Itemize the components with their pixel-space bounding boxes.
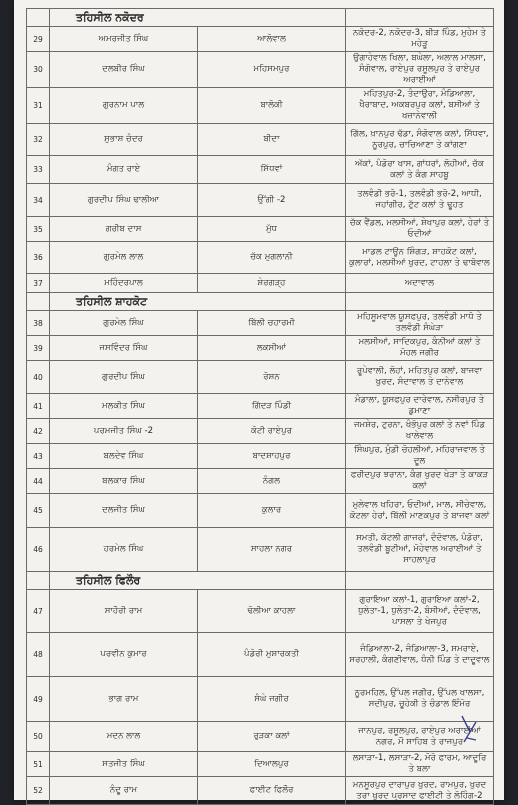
village-cell: ਢੋਲੀਆ ਕਾਹਲਾ <box>198 590 346 633</box>
serial-number-cell: 32 <box>27 124 50 156</box>
section-header-blank-cell <box>27 293 50 311</box>
serial-number-cell: 41 <box>27 394 50 419</box>
serial-number-cell: 46 <box>27 528 50 572</box>
village-cell: ਬਾਲੋਕੀ <box>198 88 346 124</box>
assigned-area-cell: ਮਨਸੂਰਪੁਰ ਦਾਰਾਪੁਰ ਖੁਰਦ, ਰਾਮਪੁਰ, ਖੁਰਦ ਤਰਾ ਖੁਰਦ ਪ੍ਰਸਾਦ ਫਾਈਟੀ ਤੇ ਲੋਹਿੰਗ-2 <box>346 777 494 805</box>
assigned-area-cell: ਲਸਾੜਾ-1, ਲਸਾੜਾ-2, ਮੋਰੋ ਫਾਰਮ, ਆਦੂਰਿ ਤੇ ਬਲਾ <box>346 752 494 777</box>
table-row <box>27 752 494 777</box>
officer-name-cell: ਅਮਰਜੀਤ ਸਿੰਘ <box>50 27 198 52</box>
serial-number-cell: 30 <box>27 52 50 88</box>
assigned-area-cell: ਮੰਡਾਲਾ, ਯੂਸਫਪੁਰ ਦਾਰੇਵਾਲ, ਨਸੀਰਪੁਰ ਤੇ ਡੁਮਾਣਾ <box>346 394 494 419</box>
officer-name-cell: ਗੁਰਨਾਮ ਪਾਲ <box>50 88 198 124</box>
assigned-area-cell: ਉਗਾਹੇਵਾਲ ਖਿਲਾ, ਬਘੇਲਾ, ਅਲਾਲ ਮਾਲਸਾ, ਸੰਗੋਵਾਲ, ਰਾਏਪੁਰ ਰਸੂਲਪੁਰ ਤੇ ਰਾਏਪੁਰ ਅਰਾਈਆਂ <box>346 52 494 88</box>
serial-number-cell: 39 <box>27 336 50 361</box>
village-cell: ਕੋਟੀ ਰਾਏਪੁਰ <box>198 419 346 444</box>
officer-name-cell: ਦਲਜੀਤ ਸਿੰਘ <box>50 494 198 528</box>
assigned-area-cell: ਜੰਡਿਆਲਾ-2, ਜੰਡਿਆਲਾ-3, ਸਮਰਾਏ, ਸਰਹਾਲੀ, ਕੰਗਣੀਵਾਲ, ਧੰਨੀ ਪਿੰਡ ਤੇ ਦਾਦੂਵਾਲ <box>346 633 494 677</box>
table-row <box>27 274 494 293</box>
assigned-area-cell: ਅਦਾਵਾਲ <box>346 274 494 293</box>
section-header-blank-cell <box>346 9 494 27</box>
serial-number-cell: 51 <box>27 752 50 777</box>
table-row <box>27 444 494 469</box>
village-cell: ਗਿੱਦੜ ਪਿੰਡੀ <box>198 394 346 419</box>
table-row <box>27 52 494 88</box>
officer-name-cell: ਬਲਦੇਵ ਸਿੰਘ <box>50 444 198 469</box>
serial-number-cell: 33 <box>27 156 50 184</box>
officer-name-cell: ਗਰੀਬ ਦਾਸ <box>50 217 198 242</box>
table-row <box>27 361 494 394</box>
village-cell: ਸੰਘੇ ਜਗੀਰ <box>198 677 346 722</box>
assigned-area-cell: ਗਿੱਲ, ਖ਼ਾਨਪੁਰ ਢੱਡਾ, ਸੰਗੋਵਾਲ ਕਲਾਂ, ਸਿੱਧਵਾ, ਨੂਰਪੁਰ, ਚਾਚਿਆਣਾ ਤੇ ਕਾਂਗਣਾ <box>346 124 494 156</box>
signature-mark <box>458 712 480 746</box>
table-row <box>27 156 494 184</box>
village-cell: ਸ਼ੇਰਗੜ੍ਹ <box>198 274 346 293</box>
serial-number-cell: 34 <box>27 184 50 217</box>
section-header-row <box>27 572 494 590</box>
officer-name-cell: ਪਰਵੀਨ ਕੁਮਾਰ <box>50 633 198 677</box>
serial-number-cell: 38 <box>27 311 50 336</box>
table-row <box>27 494 494 528</box>
section-header-blank-cell <box>346 293 494 311</box>
assigned-area-cell: ਨਕੋਦਰ-2, ਨਕੋਦਰ-3, ਬੀੜ ਪਿੰਡ, ਮੁਹੇਮ ਤੇ ਮਹੇੜੂ <box>346 27 494 52</box>
table-row <box>27 722 494 752</box>
village-cell: ਦਿਆਲਪੁਰ <box>198 752 346 777</box>
officer-name-cell: ਸੁਭਾਸ਼ ਚੰਦਰ <box>50 124 198 156</box>
section-title: ਤਹਿਸੀਲ ਨਕੋਦਰ <box>50 9 346 27</box>
assigned-area-cell: ਨੂਰਮਹਿਲ, ਉੱਪਲ ਜਗੀਰ, ਉੱਪਲ ਖਾਲਸਾ, ਸਦੀਪੁਰ, ਚੂਹੇਕੀ ਤੇ ਚੰਡਾਲ ਇੰਮੋਰ <box>346 677 494 722</box>
officer-name-cell: ਗੁਰਮੇਲ ਸਿੰਘ <box>50 311 198 336</box>
assigned-area-cell: ਤਲਵੰਡੀ ਭਰੋ-1, ਤਲਵੰਡੀ ਭਰੋ-2, ਆਧੀ, ਜਹਾਂਗੀਰ, ਟੁੱਟ ਕਲਾਂ ਤੇ ਢੂਹਤ <box>346 184 494 217</box>
officer-name-cell: ਸਾਹੌਰੀ ਰਾਮ <box>50 590 198 633</box>
officer-name-cell: ਗੁਰਦੀਪ ਸਿੰਘ <box>50 361 198 394</box>
section-title: ਤਹਿਸੀਲ ਸ਼ਾਹਕੋਟ <box>50 293 346 311</box>
officer-name-cell: ਬਲਕਾਰ ਸਿੰਘ <box>50 469 198 494</box>
table-row <box>27 242 494 274</box>
village-cell: ਸਾਹਲਾ ਨਗਰ <box>198 528 346 572</box>
section-header-blank-cell <box>27 9 50 27</box>
officer-name-cell: ਸਤਜੀਤ ਸਿੰਘ <box>50 752 198 777</box>
table-row <box>27 528 494 572</box>
assigned-area-cell: ਗੁਰਾਇਆ ਕਲਾਂ-1, ਗੁਰਾਇਆ ਕਲਾਂ-2, ਧੁਲੇਤਾ-1, ਧੁਲੇਤਾ-2, ਬੰਸੀਆਂ, ਦੰਦੋਵਾਲ, ਪਾਸਲਾ ਤੇ ਖੇਜਪੁਰ <box>346 590 494 633</box>
serial-number-cell: 50 <box>27 722 50 752</box>
table-row <box>27 88 494 124</box>
table-row <box>27 217 494 242</box>
village-cell: ਫਾਈਟ ਫਿਲੌਰ <box>198 777 346 805</box>
serial-number-cell: 47 <box>27 590 50 633</box>
section-header-row <box>27 293 494 311</box>
serial-number-cell: 43 <box>27 444 50 469</box>
village-cell: ਨੰਗਲ <box>198 469 346 494</box>
serial-number-cell: 29 <box>27 27 50 52</box>
assigned-area-cell: ਅੱਕਾਂ, ਪੰਡੋਰਾ ਖਾਸ, ਗਾਂਧਰਾਂ, ਲੋਹੀਆਂ, ਚੱਕ ਕਲਾਂ ਤੇ ਕੰਗ ਸਾਹਬੂ <box>346 156 494 184</box>
section-title: ਤਹਿਸੀਲ ਫਿਲੌਰ <box>50 572 346 590</box>
serial-number-cell: 52 <box>27 777 50 805</box>
section-header-row <box>27 9 494 27</box>
serial-number-cell: 31 <box>27 88 50 124</box>
serial-number-cell: 36 <box>27 242 50 274</box>
officer-name-cell: ਗੁਰਦੀਪ ਸਿੰਘ ਢਾਲੀਆ <box>50 184 198 217</box>
section-header-blank-cell <box>27 572 50 590</box>
assigned-area-cell: ਜਾਨਪੁਰ, ਰਸੂਲਪੁਰ, ਰਾਏਪੁਰ ਅਰਾਈਆਂ ਨਗਰ, ਮੌ ਸਾਹਿਬ ਤੇ ਰਾਜਪੁਰ <box>346 722 494 752</box>
assigned-area-cell: ਚੱਕ ਵੈਂਡਲ, ਮਲਸੀਆਂ, ਸ਼ੇਖਾਪੁਰ ਕਲਾਂ, ਹੇਰਾਂ ਤੇ ਓਦੀਆਂ <box>346 217 494 242</box>
village-cell: ਮੁੱਧ <box>198 217 346 242</box>
assigned-area-cell: ਜਮਸ਼ੇਰ, ਟੁਰਨਾ, ਖੰਭੋਪੁਰ ਕਲਾਂ ਤੇ ਨਵਾਂ ਪਿੰਡ ਖਾਲੇਵਾਲ <box>346 419 494 444</box>
document-page <box>14 0 504 800</box>
assigned-area-cell: ਮਹਿਸੂਮਵਾਲ ਯੂਸਫਪੁਰ, ਤਲਵੰਡੀ ਮਾਧੋ ਤੇ ਤਲਵੰਡੀ ਸੰਘੇੜਾ <box>346 311 494 336</box>
officer-name-cell: ਮਹਿੰਦਰਪਾਲ <box>50 274 198 293</box>
village-cell: ਕੁਲਾਰ <box>198 494 346 528</box>
serial-number-cell: 44 <box>27 469 50 494</box>
officer-name-cell: ਮਲਕੀਤ ਸਿੰਘ <box>50 394 198 419</box>
table-body <box>27 9 494 805</box>
village-cell: ਉੱਗੀ -2 <box>198 184 346 217</box>
village-cell: ਰੋਸ਼ਨ <box>198 361 346 394</box>
serial-number-cell: 45 <box>27 494 50 528</box>
village-cell: ਬੀਦਾ <box>198 124 346 156</box>
table-row <box>27 336 494 361</box>
table-row <box>27 590 494 633</box>
officer-name-cell: ਭਾਗ ਰਾਮ <box>50 677 198 722</box>
assigned-area-cell: ਸਮਤੀ, ਕੋਟਲੀ ਗਾਜਰਾਂ, ਦੰਦੋਵਾਲ, ਪੰਡੋਰਾ, ਤਲਵੰਡੀ ਬੂਟੀਆਂ, ਮੋਹੇਵਾਲ ਅਰਾਈਆਂ ਤੇ ਸਾਹਲਾਪੁਰ <box>346 528 494 572</box>
table-row <box>27 419 494 444</box>
table-row <box>27 633 494 677</box>
officer-name-cell: ਗੁਰਮੇਲ ਲਾਲ <box>50 242 198 274</box>
serial-number-cell: 40 <box>27 361 50 394</box>
village-cell: ਚੱਕ ਮੁਗਲਾਨੀ <box>198 242 346 274</box>
village-cell: ਲਕਸੀਆਂ <box>198 336 346 361</box>
officer-name-cell: ਹਰਮੇਲ ਸਿੰਘ <box>50 528 198 572</box>
village-cell: ਸਿੱਧਵਾਂ <box>198 156 346 184</box>
assigned-area-cell: ਸਿੰਘਪੁਰ, ਮੁੰਡੀ ਚੋਹਲੀਆਂ, ਮਹਿਰਾਜਵਾਲ ਤੇ ਦੂਲ <box>346 444 494 469</box>
village-cell: ਰੁੜਕਾ ਕਲਾਂ <box>198 722 346 752</box>
table-row <box>27 677 494 722</box>
village-cell: ਮਹਿਸਮਪੁਰ <box>198 52 346 88</box>
officer-name-cell: ਨੰਦੂ ਰਾਮ <box>50 777 198 805</box>
officer-name-cell: ਮੰਗਤ ਰਾਏ <box>50 156 198 184</box>
table-row <box>27 469 494 494</box>
serial-number-cell: 49 <box>27 677 50 722</box>
allocation-table <box>26 8 494 805</box>
assigned-area-cell: ਮਹਿਤਪੁਰ-2, ਤੰਦਾਉਰਾ, ਮੰਡਿਆਲਾ, ਖੈਰਾਬਾਦ, ਅਕਬਰਪੁਰ ਕਲਾਂ, ਬਸੀਆਂ ਤੇ ਖਜ਼ਾਨੇਵਾਲੀ <box>346 88 494 124</box>
village-cell: ਬਿੱਲੀ ਚਹਾਰਮੀ <box>198 311 346 336</box>
officer-name-cell: ਦਲਬੀਰ ਸਿੰਘ <box>50 52 198 88</box>
serial-number-cell: 42 <box>27 419 50 444</box>
table-row <box>27 777 494 805</box>
serial-number-cell: 37 <box>27 274 50 293</box>
assigned-area-cell: ਮਲਸੀਆਂ, ਸਾਦਿਕਪੁਰ, ਕੰਨੀਆਂ ਕਲਾਂ ਤੇ ਮੋਹਲ ਜਗੀਰ <box>346 336 494 361</box>
table-row <box>27 311 494 336</box>
officer-name-cell: ਜਸਵਿੰਦਰ ਸਿੰਘ <box>50 336 198 361</box>
assigned-area-cell: ਫਰੀਦਪੁਰ ਝਰਾਨਾ, ਕੰਗ ਖੁਰਦ ਖੇੜਾ ਤੇ ਕਾਕੜ ਕਲਾਂ <box>346 469 494 494</box>
officer-name-cell: ਪਰਮਜੀਤ ਸਿੰਘ -2 <box>50 419 198 444</box>
officer-name-cell: ਮਦਨ ਲਾਲ <box>50 722 198 752</box>
assigned-area-cell: ਰੂਪੇਵਾਲੀ, ਲੋਹਾਂ, ਮਹਿਤਪੁਰ ਕਲਾਂ, ਬਾਜਵਾ ਖੁਰਦ, ਸੰਦਾਵਾਲ ਤੇ ਦਾਨੇਵਾਲ <box>346 361 494 394</box>
section-header-blank-cell <box>346 572 494 590</box>
table-row <box>27 184 494 217</box>
serial-number-cell: 35 <box>27 217 50 242</box>
table-row <box>27 394 494 419</box>
village-cell: ਆਲੋਵਾਲ <box>198 27 346 52</box>
village-cell: ਪੰਡੋਰੀ ਮੁਸ਼ਾਰਕਤੀ <box>198 633 346 677</box>
table-row <box>27 27 494 52</box>
serial-number-cell: 48 <box>27 633 50 677</box>
table-row <box>27 124 494 156</box>
assigned-area-cell: ਮਾਡਲ ਟਾਊਨ ਸ਼ਿੰਗੜ, ਸ਼ਾਹਕੋਟ ਕਲਾਂ, ਕੁਲਾਰਾਂ, ਮਲਸੀਆਂ ਖੁਰਦ, ਟਾਹਲਾ ਤੇ ਢਾਬੋਵਾਲ <box>346 242 494 274</box>
assigned-area-cell: ਮੁਲੇਵਾਲ ਖਹਿਰਾ, ਓਦੀਆਂ, ਮਾਲ, ਸੀਚੇਵਾਲ, ਕੋਟਲਾ ਹੇਰਾਂ, ਬਿੱਲੀ ਮਾਣਕਪੁਰ ਤੇ ਬਾਜਵਾ ਕਲਾਂ <box>346 494 494 528</box>
village-cell: ਬਾਦਸ਼ਾਹਪੁਰ <box>198 444 346 469</box>
